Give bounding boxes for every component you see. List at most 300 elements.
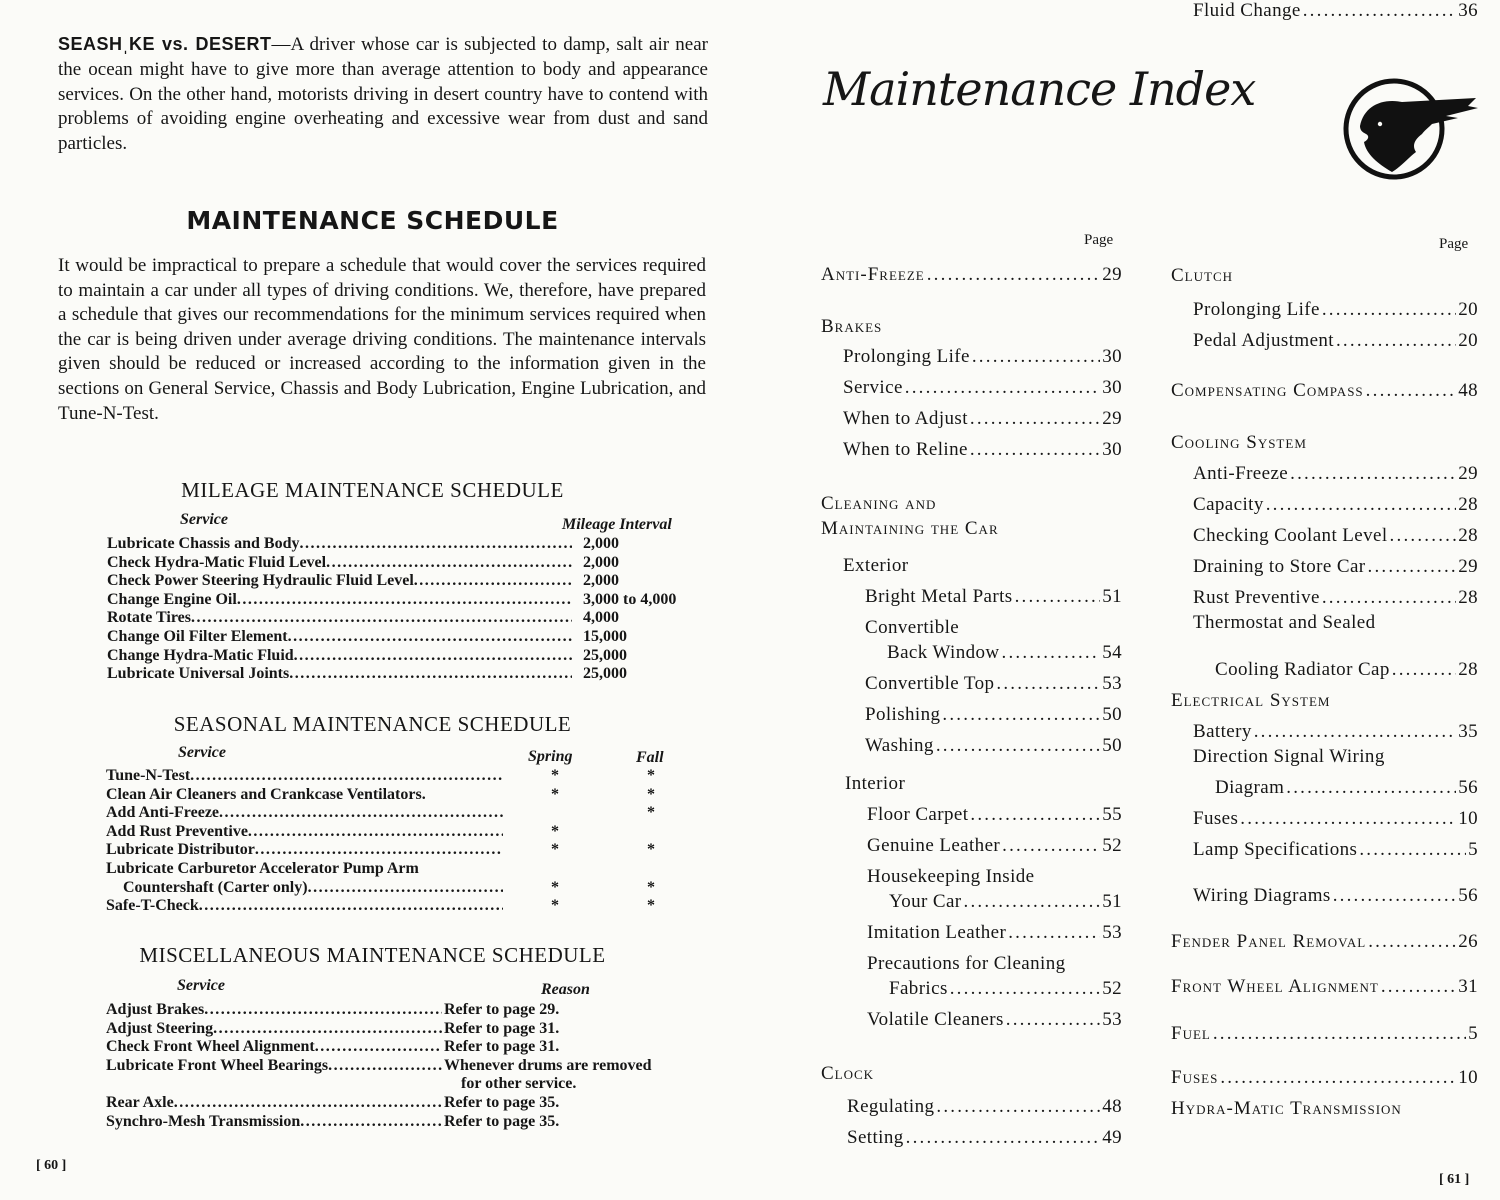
table-row [106, 1038, 706, 1057]
seashore-desert-paragraph [58, 32, 708, 157]
index-entry [1171, 976, 1478, 998]
index-entry-label: Prolonging Life [843, 346, 970, 367]
mileage-interval: 3,000 to 4,000 [583, 590, 677, 608]
table-row [107, 554, 707, 573]
index-entry-label: Washing [865, 735, 934, 756]
spring-mark: * [551, 767, 559, 784]
page-number-right: [ 61 ] [1439, 1172, 1470, 1187]
index-subheading: Exterior [843, 555, 909, 576]
reason-text: Refer to page 35. [444, 1112, 560, 1130]
index-entry [865, 586, 1122, 608]
service-text: Lubricate Chassis and Body [107, 535, 300, 552]
dot-leader [1322, 587, 1456, 609]
reason-text: Refer to page 29. [444, 1001, 560, 1018]
index-entry-label: Setting [847, 1127, 904, 1148]
dot-leader [248, 823, 503, 842]
index-entry-label: Imitation Leather [867, 922, 1007, 943]
index-entry [821, 264, 1122, 286]
index-entry-label: Fuel [1171, 1023, 1211, 1044]
service-label [106, 1020, 442, 1039]
dot-leader [300, 1113, 442, 1132]
index-entry-page: 54 [1102, 642, 1122, 663]
misc-col-reason: Reason [541, 981, 590, 998]
index-entry [867, 804, 1122, 826]
index-section-heading: Cooling System [1171, 432, 1307, 453]
mileage-table [107, 535, 707, 684]
dot-leader [1266, 494, 1456, 516]
index-entry-page: 31 [1458, 976, 1478, 997]
service-label [106, 1057, 442, 1076]
index-entry-page: 53 [1102, 1009, 1122, 1030]
seasonal-table [106, 767, 706, 916]
mileage-interval: 15,000 [583, 627, 627, 645]
index-entry [1193, 494, 1478, 516]
dot-leader [1002, 835, 1100, 857]
index-entry-label: Regulating [847, 1096, 935, 1117]
dot-leader [191, 609, 572, 628]
intro-lead: SEASHˌKE vs. DESERT [58, 34, 272, 54]
index-entry-page: 26 [1458, 931, 1478, 952]
index-section-heading: Hydra-Matic Transmission [1171, 1098, 1402, 1119]
service-text: Add Rust Preventive [106, 822, 248, 840]
service-text: Change Hydra-Matic Fluid [107, 646, 294, 664]
reason-text: for other service. [461, 1075, 577, 1093]
dot-leader [950, 978, 1100, 1000]
service-label [107, 628, 572, 647]
index-entry [843, 346, 1122, 368]
index-entry [1193, 463, 1478, 485]
index-entry-label: Anti-Freeze [1193, 463, 1289, 484]
index-entry-page: 28 [1458, 494, 1478, 515]
spring-mark: * [551, 878, 559, 896]
index-entry-label: Service [843, 377, 903, 398]
dot-leader [906, 1127, 1101, 1149]
service-text: Change Oil Filter Element [107, 627, 288, 645]
index-entry-label: Volatile Cleaners [867, 1009, 1004, 1030]
index-entry-label: Battery [1193, 721, 1252, 742]
service-text: Countershaft (Carter only) [123, 878, 308, 896]
service-label [106, 767, 503, 786]
dot-leader [964, 891, 1101, 913]
misc-schedule-title: MISCELLANEOUS MAINTENANCE SCHEDULE [139, 943, 606, 967]
mileage-interval: 2,000 [583, 553, 619, 571]
dot-leader [1366, 380, 1457, 402]
dot-leader [972, 346, 1100, 368]
service-text: Synchro-Mesh Transmission [106, 1112, 301, 1130]
table-row [106, 1057, 706, 1076]
dot-leader [315, 1038, 442, 1057]
service-text: Safe-T-Check [106, 897, 199, 915]
service-label [107, 591, 572, 610]
index-entry-label: When to Adjust [843, 408, 968, 429]
service-text: Lubricate Front Wheel Bearings [106, 1056, 329, 1074]
index-entry-page: 30 [1102, 346, 1122, 367]
index-entry [865, 704, 1122, 726]
index-entry [843, 377, 1122, 399]
index-entry [867, 922, 1122, 944]
index-subheading: Direction Signal Wiring [1193, 746, 1385, 767]
service-label [106, 1001, 442, 1020]
index-entry-label: Polishing [865, 704, 941, 725]
dot-leader [970, 439, 1100, 461]
index-entry-label: Bright Metal Parts [865, 586, 1013, 607]
index-subheading: Interior [845, 773, 906, 794]
index-entry-label: Compensating Compass [1171, 380, 1364, 401]
index-entry-page: 50 [1102, 735, 1122, 756]
service-label [107, 665, 572, 684]
dot-leader [289, 665, 572, 684]
table-row [106, 1020, 706, 1039]
index-entry [843, 439, 1122, 461]
index-entry [889, 978, 1122, 1000]
index-section-heading: Brakes [821, 316, 883, 337]
service-label [123, 879, 503, 898]
dot-leader [1392, 659, 1456, 681]
index-section-heading: Electrical System [1171, 690, 1331, 711]
mileage-schedule-title: MILEAGE MAINTENANCE SCHEDULE [181, 478, 564, 502]
service-label [107, 554, 572, 573]
index-entry [1215, 659, 1478, 681]
index-entry [867, 1009, 1122, 1031]
index-entry-label: When to Reline [843, 439, 968, 460]
index-entry-page: 10 [1458, 1067, 1478, 1088]
spring-mark: * [551, 897, 559, 915]
fall-mark: * [647, 785, 655, 803]
fall-mark: * [647, 767, 655, 784]
index-section-heading: Maintaining the Car [821, 518, 999, 539]
dot-leader [936, 1096, 1100, 1118]
index-entry-page: 49 [1102, 1127, 1122, 1148]
index-entry-label: Genuine Leather [867, 835, 1001, 856]
dot-leader [1286, 777, 1456, 799]
reason-text: Refer to page 35. [444, 1093, 560, 1111]
reason-text: Refer to page 31. [444, 1019, 560, 1037]
service-label [107, 609, 572, 628]
dot-leader [294, 647, 572, 666]
dot-leader [1336, 330, 1456, 352]
index-entry-page: 10 [1458, 808, 1478, 829]
index-entry-label: Pedal Adjustment [1193, 330, 1334, 351]
index-entry [1193, 721, 1478, 743]
service-label [106, 786, 503, 805]
index-entry-page: 28 [1458, 659, 1478, 680]
seasonal-col-fall: Fall [636, 749, 664, 766]
left-page [0, 0, 745, 1200]
mileage-interval: 25,000 [583, 665, 627, 683]
fall-mark: * [647, 841, 655, 859]
mileage-interval: 4,000 [583, 609, 619, 627]
index-subheading: Thermostat and Sealed [1193, 612, 1376, 633]
table-row [106, 1075, 706, 1094]
misc-col-service: Service [177, 977, 225, 994]
service-text: Tune-N-Test [106, 767, 191, 784]
dot-leader [1368, 931, 1456, 953]
service-label [106, 1038, 442, 1057]
index-entry-label: Prolonging Life [1193, 299, 1320, 320]
index-entry [1193, 885, 1478, 907]
index-entry-page: 29 [1102, 264, 1122, 285]
dot-leader [1008, 922, 1100, 944]
table-row [106, 1113, 706, 1132]
table-row [106, 786, 706, 805]
dot-leader [308, 879, 503, 898]
index-entry-label: Convertible Top [865, 673, 995, 694]
mileage-col-service: Service [180, 511, 228, 528]
dot-leader [326, 554, 572, 573]
index-entry [1193, 525, 1478, 547]
index-subheading: Convertible [865, 617, 960, 638]
index-entry [1171, 1023, 1478, 1045]
dot-leader [1303, 0, 1456, 22]
index-entry [1193, 587, 1478, 609]
index-entry [887, 642, 1122, 664]
index-entry [1171, 931, 1478, 953]
spring-mark: * [551, 841, 559, 859]
index-section-heading: Clock [821, 1063, 875, 1084]
service-text: Lubricate Universal Joints [107, 665, 290, 683]
spring-mark: * [551, 822, 559, 840]
page-column-header-left: Page [1084, 232, 1114, 248]
index-entry-page: 20 [1458, 330, 1478, 351]
page-number-left: [ 60 ] [36, 1158, 67, 1173]
dot-leader [219, 804, 503, 823]
index-entry [1193, 330, 1478, 352]
table-row [106, 823, 706, 842]
index-entry [1193, 839, 1478, 861]
maintenance-schedule-title: MAINTENANCE SCHEDULE [186, 206, 559, 235]
fall-mark: * [647, 878, 655, 896]
index-entry-label: Front Wheel Alignment [1171, 976, 1379, 997]
dot-leader [328, 1057, 442, 1076]
service-text: Check Power Steering Hydraulic Fluid Level [107, 572, 414, 590]
fall-mark: * [647, 897, 655, 915]
table-row [106, 860, 706, 879]
index-entry-page: 56 [1458, 885, 1478, 906]
index-entry-label: Floor Carpet [867, 804, 969, 825]
index-entry-label: Your Car [889, 891, 962, 912]
index-entry-page: 29 [1102, 408, 1122, 429]
dot-leader [905, 377, 1100, 399]
service-label [106, 860, 503, 879]
seasonal-col-spring: Spring [528, 748, 573, 765]
index-entry-page: 52 [1102, 978, 1122, 999]
dot-leader [174, 1094, 442, 1113]
index-entry-label: Cooling Radiator Cap [1215, 659, 1390, 680]
index-entry-label: Fuses [1193, 808, 1239, 829]
maintenance-index-title: Maintenance Index [823, 62, 1256, 116]
index-entry [1171, 1067, 1478, 1089]
index-entry-label: Fender Panel Removal [1171, 931, 1367, 952]
index-entry-page: 51 [1102, 891, 1122, 912]
index-entry-page: 36 [1458, 0, 1478, 21]
index-section-heading: Clutch [1171, 265, 1234, 286]
dot-leader [255, 841, 503, 860]
index-entry [843, 408, 1122, 430]
service-text: Lubricate Distributor [106, 841, 255, 859]
service-label [106, 804, 503, 823]
index-entry-page: 48 [1458, 380, 1478, 401]
table-row [106, 897, 706, 916]
index-entry [1193, 0, 1478, 22]
dot-leader [1290, 463, 1456, 485]
dot-leader [414, 572, 572, 591]
index-entry-label: Fluid Change [1193, 0, 1301, 21]
dot-leader [1254, 721, 1456, 743]
service-text: Rear Axle [106, 1093, 174, 1111]
index-entry-label: Capacity [1193, 494, 1264, 515]
index-entry-page: 30 [1102, 377, 1122, 398]
index-section-heading: Cleaning and [821, 493, 937, 514]
table-row [107, 609, 707, 628]
index-entry-page: 35 [1458, 721, 1478, 742]
reason-text: Whenever drums are removed [444, 1056, 652, 1074]
service-text: Clean Air Cleaners and Crankcase Ventilators. [106, 785, 426, 803]
dot-leader [1015, 586, 1101, 608]
index-entry [1171, 380, 1478, 402]
dot-leader [1213, 1023, 1466, 1045]
indian-head-emblem-icon [1342, 76, 1482, 182]
index-entry-label: Anti-Freeze [821, 264, 925, 285]
dot-leader [1359, 839, 1466, 861]
service-text: Add Anti-Freeze [106, 804, 220, 822]
table-row [107, 535, 707, 554]
index-entry-label: Wiring Diagrams [1193, 885, 1331, 906]
dot-leader [1333, 885, 1457, 907]
index-entry-page: 30 [1102, 439, 1122, 460]
table-row [107, 572, 707, 591]
index-entry-page: 52 [1102, 835, 1122, 856]
dot-leader [288, 628, 572, 647]
dot-leader [936, 735, 1100, 757]
intro-text: —A driver whose car is subjected to damp, salt air near the ocean might have to give more than average attention to body and appearance services. On the other hand, motorists driving in desert country have to contend with problems of avoiding engine overheating and excessive wear from dust and sand particles. [58, 34, 708, 155]
index-entry-label: Rust Preventive [1193, 587, 1320, 608]
index-entry [1193, 808, 1478, 830]
dot-leader [1006, 1009, 1100, 1031]
right-page [745, 0, 1500, 1200]
mileage-col-interval: Mileage Interval [562, 516, 672, 533]
index-entry [889, 891, 1122, 913]
service-label [107, 572, 572, 591]
index-entry-page: 48 [1102, 1096, 1122, 1117]
index-entry-page: 53 [1102, 922, 1122, 943]
service-label [106, 1113, 442, 1132]
index-entry-page: 55 [1102, 804, 1122, 825]
misc-table [106, 1001, 706, 1131]
service-label [107, 647, 572, 666]
service-label [107, 535, 572, 554]
dot-leader [1220, 1067, 1456, 1089]
service-text: Rotate Tires [107, 609, 191, 627]
index-entry-page: 50 [1102, 704, 1122, 725]
service-label [106, 1094, 442, 1113]
service-label [106, 897, 503, 916]
index-entry-label: Diagram [1215, 777, 1285, 798]
service-text: Adjust Steering [106, 1019, 214, 1037]
index-entry-label: Lamp Specifications [1193, 839, 1358, 860]
dot-leader [1240, 808, 1456, 830]
service-text: Check Front Wheel Alignment [106, 1038, 315, 1056]
index-entry [1193, 556, 1478, 578]
index-entry [1215, 777, 1478, 799]
dot-leader [1322, 299, 1456, 321]
index-entry [1193, 299, 1478, 321]
mileage-interval: 25,000 [583, 646, 627, 664]
table-row [106, 879, 706, 898]
dot-leader [996, 673, 1100, 695]
dot-leader [300, 535, 573, 554]
dot-leader [1002, 642, 1101, 664]
spring-mark: * [551, 785, 559, 803]
dot-leader [970, 804, 1100, 826]
index-entry [865, 735, 1122, 757]
page-column-header-right: Page [1439, 236, 1469, 252]
dot-leader [204, 1001, 442, 1020]
dot-leader [190, 767, 503, 786]
index-subheading: Precautions for Cleaning [867, 953, 1066, 974]
dot-leader [213, 1020, 442, 1039]
index-entry-page: 5 [1468, 1023, 1478, 1044]
table-row [107, 665, 707, 684]
table-row [107, 591, 707, 610]
dot-leader [1368, 556, 1457, 578]
dot-leader [1381, 976, 1456, 998]
index-entry [865, 673, 1122, 695]
service-label [106, 823, 503, 842]
service-text: Check Hydra-Matic Fluid Level [107, 553, 327, 571]
mileage-interval: 2,000 [583, 572, 619, 590]
dot-leader [1390, 525, 1457, 547]
dot-leader [237, 591, 572, 610]
index-entry-page: 53 [1102, 673, 1122, 694]
dot-leader [199, 897, 503, 916]
index-entry [867, 835, 1122, 857]
table-row [106, 841, 706, 860]
seasonal-col-service: Service [178, 744, 226, 761]
index-entry-page: 28 [1458, 525, 1478, 546]
index-entry-label: Back Window [887, 642, 1000, 663]
service-label [106, 841, 503, 860]
index-entry-label: Checking Coolant Level [1193, 525, 1388, 546]
index-entry-page: 56 [1458, 777, 1478, 798]
table-row [106, 1094, 706, 1113]
table-row [107, 647, 707, 666]
index-entry-page: 29 [1458, 556, 1478, 577]
table-row [106, 767, 706, 786]
dot-leader [970, 408, 1100, 430]
index-entry-page: 29 [1458, 463, 1478, 484]
fall-mark: * [647, 804, 655, 822]
service-text: Adjust Brakes [106, 1001, 205, 1018]
table-row [106, 1001, 706, 1020]
table-row [107, 628, 707, 647]
service-text: Change Engine Oil [107, 590, 237, 608]
mileage-interval: 2,000 [583, 535, 619, 552]
index-entry-page: 5 [1468, 839, 1478, 860]
index-entry-page: 51 [1102, 586, 1122, 607]
index-entry-label: Fuses [1171, 1067, 1219, 1088]
seasonal-schedule-title: SEASONAL MAINTENANCE SCHEDULE [173, 712, 572, 736]
reason-text: Refer to page 31. [444, 1038, 560, 1056]
index-entry-page: 20 [1458, 299, 1478, 320]
schedule-intro-paragraph: It would be impractical to prepare a schedule that would cover the services required to maintain a car under all types of driving conditions. We, therefore, have prepared a schedule that gives our recommendations for the minimum services required when the car is being driven under average driving conditions. The maintenance intervals given should be reduced or increased according to the information given in the sections on General Service, Chassis and Body Lubrication, Engine Lubrication, and Tune-N-Test. [58, 255, 706, 424]
index-entry-page: 28 [1458, 587, 1478, 608]
index-entry [847, 1127, 1122, 1149]
dot-leader [942, 704, 1100, 726]
index-subheading: Housekeeping Inside [867, 866, 1035, 887]
index-entry-label: Draining to Store Car [1193, 556, 1366, 577]
dot-leader [927, 264, 1100, 286]
table-row [106, 804, 706, 823]
